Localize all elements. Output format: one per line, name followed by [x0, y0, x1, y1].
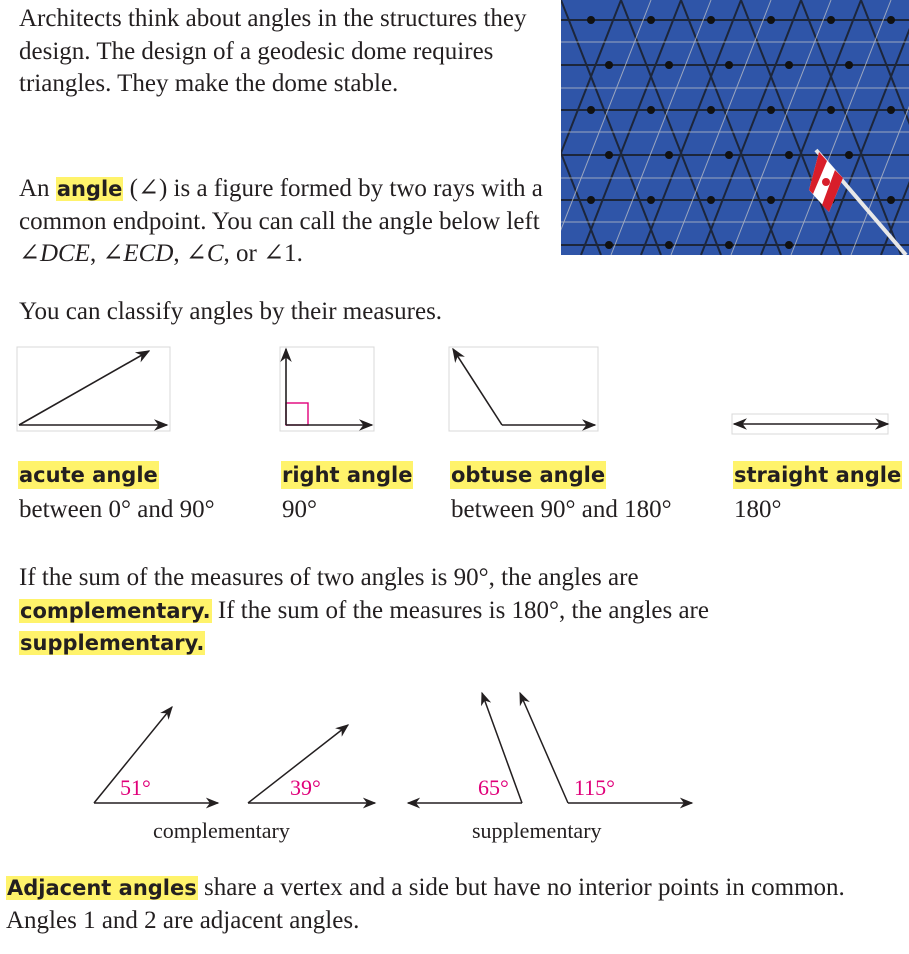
angle-115: [520, 693, 692, 803]
geodesic-dome-with-flag-image: [561, 0, 909, 255]
adjacent-text: share a vertex and a side but have no interior points in common. Angles 1 and 2 are adjacent angles.: [6, 874, 845, 934]
sep: , or: [223, 240, 264, 267]
angle-39: [248, 725, 375, 803]
classify-sentence: [19, 296, 442, 329]
angle-65: [408, 693, 522, 803]
measure-straight: 180°: [734, 496, 782, 523]
term-acute-angle: acute angle: [19, 463, 158, 487]
term-complementary: complementary.: [20, 598, 211, 623]
comp-supp-text-2: If the sum of the measures is 180°, the angles are: [211, 596, 709, 624]
degree-label-65: 65°: [478, 775, 509, 800]
straight-angle-diagram: [730, 408, 892, 438]
measure-right: 90°: [282, 496, 317, 523]
intro-text: Architects think about angles in the structures they design. The design of a geodesic dome requires triangles. They make the dome stable.: [19, 5, 527, 97]
adjacent-angles-paragraph: [6, 872, 896, 937]
degree-label-51: 51°: [120, 775, 151, 800]
sep: ,: [89, 240, 103, 267]
angle-def-body: (∠) is a figure formed by two rays with a common endpoint. You can call the angle below left: [19, 175, 543, 235]
angle-name-1: ∠1: [263, 240, 297, 267]
term-obtuse-angle: obtuse angle: [451, 463, 606, 487]
angle-name-dce: ∠DCE: [19, 240, 90, 267]
measure-obtuse: between 90° and 180°: [451, 496, 672, 523]
classify-text: You can classify angles by their measures.: [19, 298, 443, 325]
acute-angle-diagram: [15, 345, 175, 435]
sep: ,: [173, 240, 186, 267]
measure-acute: between 0° and 90°: [19, 496, 215, 523]
degree-label-39: 39°: [290, 775, 321, 800]
sep: .: [296, 240, 303, 267]
term-supplementary: supplementary.: [20, 631, 205, 655]
comp-supp-paragraph: [19, 562, 779, 660]
intro-paragraph: [19, 3, 549, 101]
term-angle: angle: [56, 177, 123, 201]
angle-name-c: ∠C: [185, 240, 224, 267]
angle-definition: [19, 173, 549, 271]
degree-label-115: 115°: [574, 775, 615, 800]
term-straight-angle: straight angle: [734, 463, 902, 487]
obtuse-angle-diagram: [447, 345, 602, 435]
angle-name-ecd: ∠ECD: [102, 240, 174, 267]
angle-def-prefix: An: [19, 175, 56, 202]
comp-supp-text-1: If the sum of the measures of two angles is 90°, the angles are: [19, 564, 639, 591]
caption-supplementary: supplementary: [472, 818, 602, 843]
term-right-angle: right angle: [282, 463, 413, 487]
right-angle-diagram: [278, 345, 378, 435]
angle-51: [94, 707, 218, 803]
term-adjacent-angles: Adjacent angles: [7, 876, 197, 900]
caption-complementary: complementary: [153, 818, 290, 843]
